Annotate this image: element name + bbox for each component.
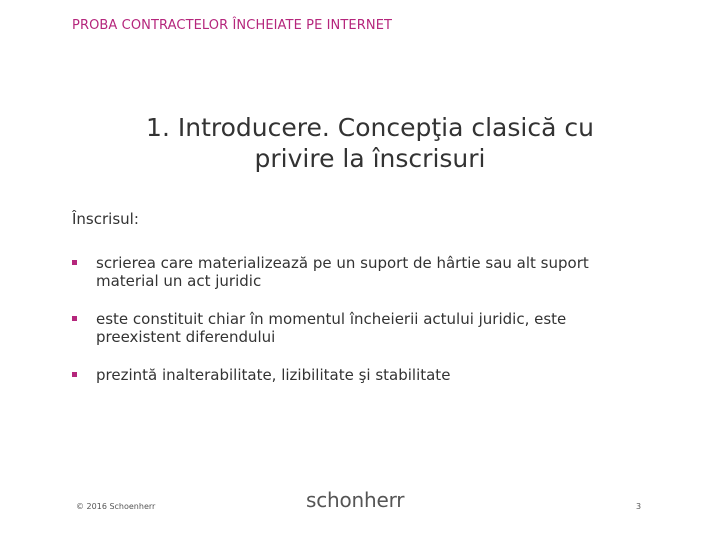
bullet-item [72,310,632,346]
bullet-1-line-2: material un act juridic [96,272,262,290]
square-bullet-icon [72,372,77,377]
bullet-1-line-1: scrierea care materializează pe un suport de hârtie sau alt suport [96,254,589,272]
bullet-3-line-1: prezintă inalterabilitate, lizibilitate şi stabilitate [96,366,451,384]
slide-title [100,112,640,174]
intro-label: Înscrisul: [72,210,139,228]
bullet-text [96,310,632,346]
schonherr-logo: schonherr [306,488,405,512]
bullet-2-line-2: preexistent diferendului [96,328,276,346]
square-bullet-icon [72,316,77,321]
footer-copyright: © 2016 Schoenherr [76,502,156,511]
bullet-2-line-1: este constituit chiar în momentul încheierii actului juridic, este [96,310,567,328]
title-line-2: privire la înscrisuri [254,144,486,173]
bullet-text [96,254,632,290]
bullet-list [72,254,632,404]
bullet-text [96,366,632,384]
bullet-item [72,366,632,384]
square-bullet-icon [72,260,77,265]
slide-header: PROBA CONTRACTELOR ÎNCHEIATE PE INTERNET [72,18,393,33]
title-line-1: 1. Introducere. Concepţia clasică cu [146,113,594,142]
bullet-item [72,254,632,290]
page-number: 3 [636,502,642,511]
